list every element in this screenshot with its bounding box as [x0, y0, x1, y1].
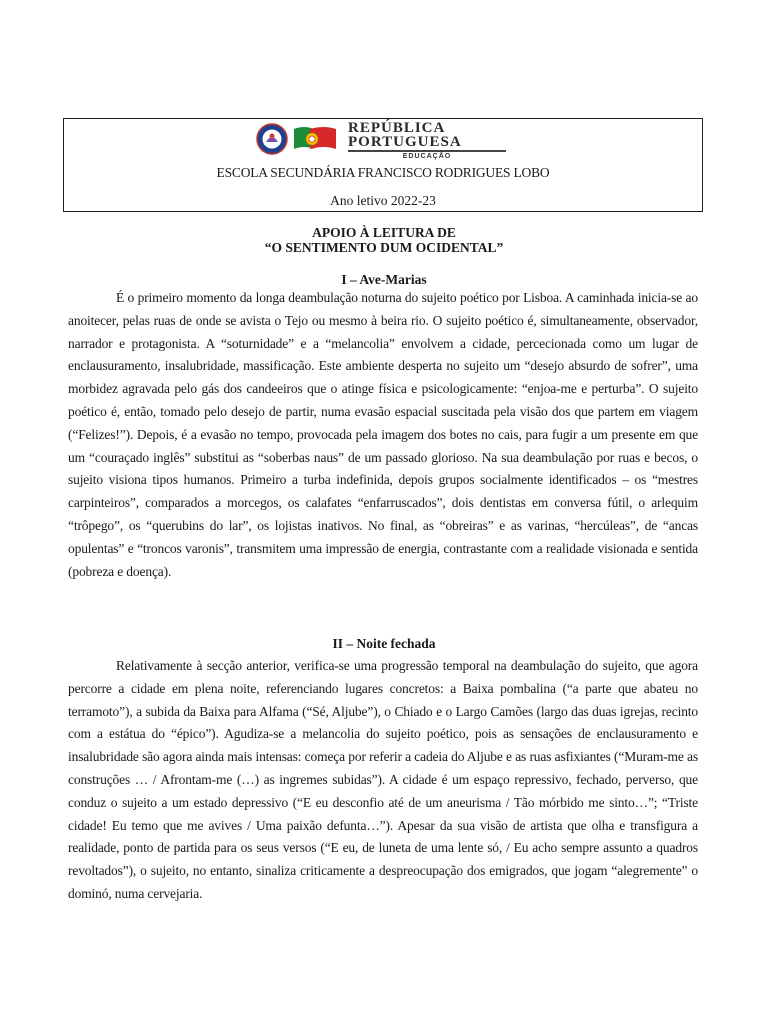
school-seal-icon: [256, 123, 288, 155]
government-logo: [256, 121, 516, 159]
logo-line2: PORTUGUESA: [348, 134, 462, 150]
school-year: Ano letivo 2022-23: [330, 193, 436, 208]
title-line2: “O SENTIMENTO DUM OCIDENTAL”: [264, 240, 504, 255]
section-1-paragraph: É o primeiro momento da longa deambulação noturna do sujeito poético por Lisboa. A caminhada inicia-se ao anoitecer, pelas ruas de onde se avista o Tejo ou mesmo à beira rio. O sujeito poético é, simultaneamente, observador, narrador e protagonista. A “soturnidade” e a “melancolia” envolvem a cidade, percecionada como um lugar de enclausuramento, insalubridade, massificação. Este ambiente desperta no sujeito um “desejo absurdo de sofrer”, uma morbidez agravada pelo gás dos candeeiros que o atinge física e psicologicamente: “enjoa-me e perturba”. O sujeito poético é, então, tomado pelo desejo de partir, numa evasão espacial suscitada pela visão dos que partem em viagem (“Felizes!”). Depois, é a evasão no tempo, provocada pela imagem dos botes no cais, para fugir a um presente em que um “couraçado inglês” substitui as “soberbas naus” de um passado glorioso. Na sua deambulação por ruas e becos, o sujeito visiona tipos humanos. Primeiro a turba indefinida, depois grupos socialmente identificados – os “mestres carpinteiros”, comparados a morcegos, os calafates “enfarruscados”, dois dentistas em conversa fútil, o arlequim “trôpego”, os “querubins do lar”, os lojistas inativos. No final, as “obreiras” e as varinas, “hercúleas”, de “ancas opulentas” e “troncos varonis”, transmitem uma impressão de energia, contrastante com a realidade visionada e sentida (pobreza e doença).: [68, 290, 698, 579]
logo-line3: EDUCAÇÃO: [402, 153, 452, 160]
school-name: ESCOLA SECUNDÁRIA FRANCISCO RODRIGUES LOBO: [216, 165, 550, 180]
portugal-flag-icon: [292, 125, 338, 153]
logo-wordmark: [348, 121, 506, 161]
document-title: [0, 225, 768, 255]
section-1-heading: I – Ave-Marias: [341, 272, 427, 287]
title-line1: APOIO À LEITURA DE: [312, 225, 456, 240]
logo-line1: REPÚBLICA: [348, 120, 446, 136]
section-2-paragraph: Relativamente à secção anterior, verifica-se uma progressão temporal na deambulação do sujeito, que agora percorre a cidade em plena noite, referenciando lugares concretos: a Baixa pombalina (“a parte que abateu no terramoto”), a subida da Baixa para Alfama (“Sé, Aljube”), o Chiado e o Largo Camões (largo das duas igrejas, recinto com a estátua do “épico”). Agudiza-se a melancolia do sujeito poético, pois as sensações de enclausuramento e insalubridade são agora ainda mais intensas: começa por referir a cadeia do Aljube e as ruas asfixiantes (“Muram-me as construções … / Afrontam-me (…) as ingremes subidas”). A cidade é um espaço repressivo, fechado, perverso, que conduz o sujeito a um estado depressivo (“E eu desconfio até de um aneurisma / Tão mórbido me sinto…”; “Triste cidade! Eu temo que me avives / Uma paixão defunta…”). Apesar da sua visão de artista que olha e transfigura a realidade, ponto de partida para os seus versos (“E eu, de luneta de uma lente só, / Eu acho sempre assunto a quadros revoltados”), o sujeito, no entanto, sinaliza criticamente a despreocupação dos emigrados, que jogam “alegremente” o dominó, numa cervejaria.: [68, 658, 698, 901]
header-box: [63, 118, 703, 212]
section-2-heading: II – Noite fechada: [332, 636, 436, 651]
